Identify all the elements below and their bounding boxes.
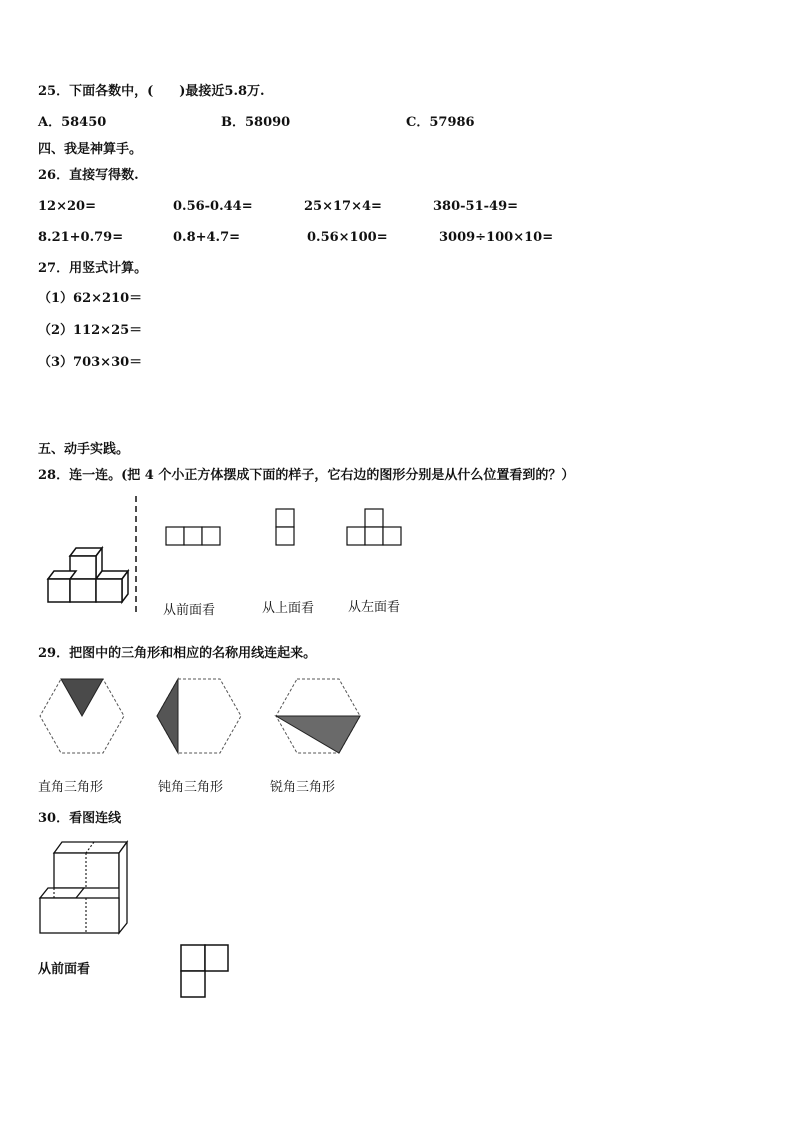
q26-item: 380-51-49= <box>433 199 519 214</box>
q28-stem: 28．连一连。(把 4 个小正方体摆成下面的样子，它右边的图形分别是从什么位置看到的？） <box>38 468 575 483</box>
q30-label: 从前面看 <box>38 962 91 977</box>
q26-stem: 26．直接写得数. <box>38 168 139 183</box>
q26-item: 8.21+0.79= <box>38 230 124 245</box>
q25-option-a[interactable]: A．58450 <box>38 115 107 130</box>
q28-view-label: 从前面看 <box>163 603 216 618</box>
q26-item: 0.8+4.7= <box>173 230 241 245</box>
q26-item: 12×20= <box>38 199 96 214</box>
q28-view-label: 从上面看 <box>262 601 315 616</box>
q29-hexagon-2 <box>157 678 247 758</box>
q26-item: 0.56×100= <box>307 230 388 245</box>
q29-hexagon-1 <box>40 678 130 758</box>
q25-option-c[interactable]: C．57986 <box>406 115 475 130</box>
q30-block-figure <box>40 838 140 938</box>
q30-view-shape <box>180 944 232 1000</box>
q29-label: 直角三角形 <box>38 780 104 795</box>
q29-label: 锐角三角形 <box>270 780 336 795</box>
q29-hexagon-3 <box>276 678 366 758</box>
divider-line <box>133 496 143 616</box>
q30-stem: 30．看图连线 <box>38 811 122 826</box>
q27-item: （1）62×210＝ <box>38 291 143 306</box>
q28-cube-figure <box>40 495 180 635</box>
q28-view-label: 从左面看 <box>348 600 401 615</box>
q27-stem: 27．用竖式计算。 <box>38 261 148 276</box>
q26-item: 3009÷100×10= <box>439 230 554 245</box>
q29-stem: 29．把图中的三角形和相应的名称用线连起来。 <box>38 646 317 661</box>
q25-stem: 25．下面各数中，( )最接近5.8万. <box>38 84 265 99</box>
q28-view-shape-3 <box>346 508 406 548</box>
q27-item: （3）703×30＝ <box>38 355 143 370</box>
q26-item: 0.56-0.44= <box>173 199 253 214</box>
q28-view-shape-1 <box>165 526 225 548</box>
q29-label: 钝角三角形 <box>158 780 224 795</box>
q25-option-b[interactable]: B．58090 <box>221 115 291 130</box>
q28-view-shape-2 <box>275 508 299 548</box>
q27-item: （2）112×25＝ <box>38 323 143 338</box>
section-heading-5: 五、动手实践。 <box>38 442 130 457</box>
section-heading-4: 四、我是神算手。 <box>38 142 143 157</box>
q26-item: 25×17×4= <box>304 199 382 214</box>
